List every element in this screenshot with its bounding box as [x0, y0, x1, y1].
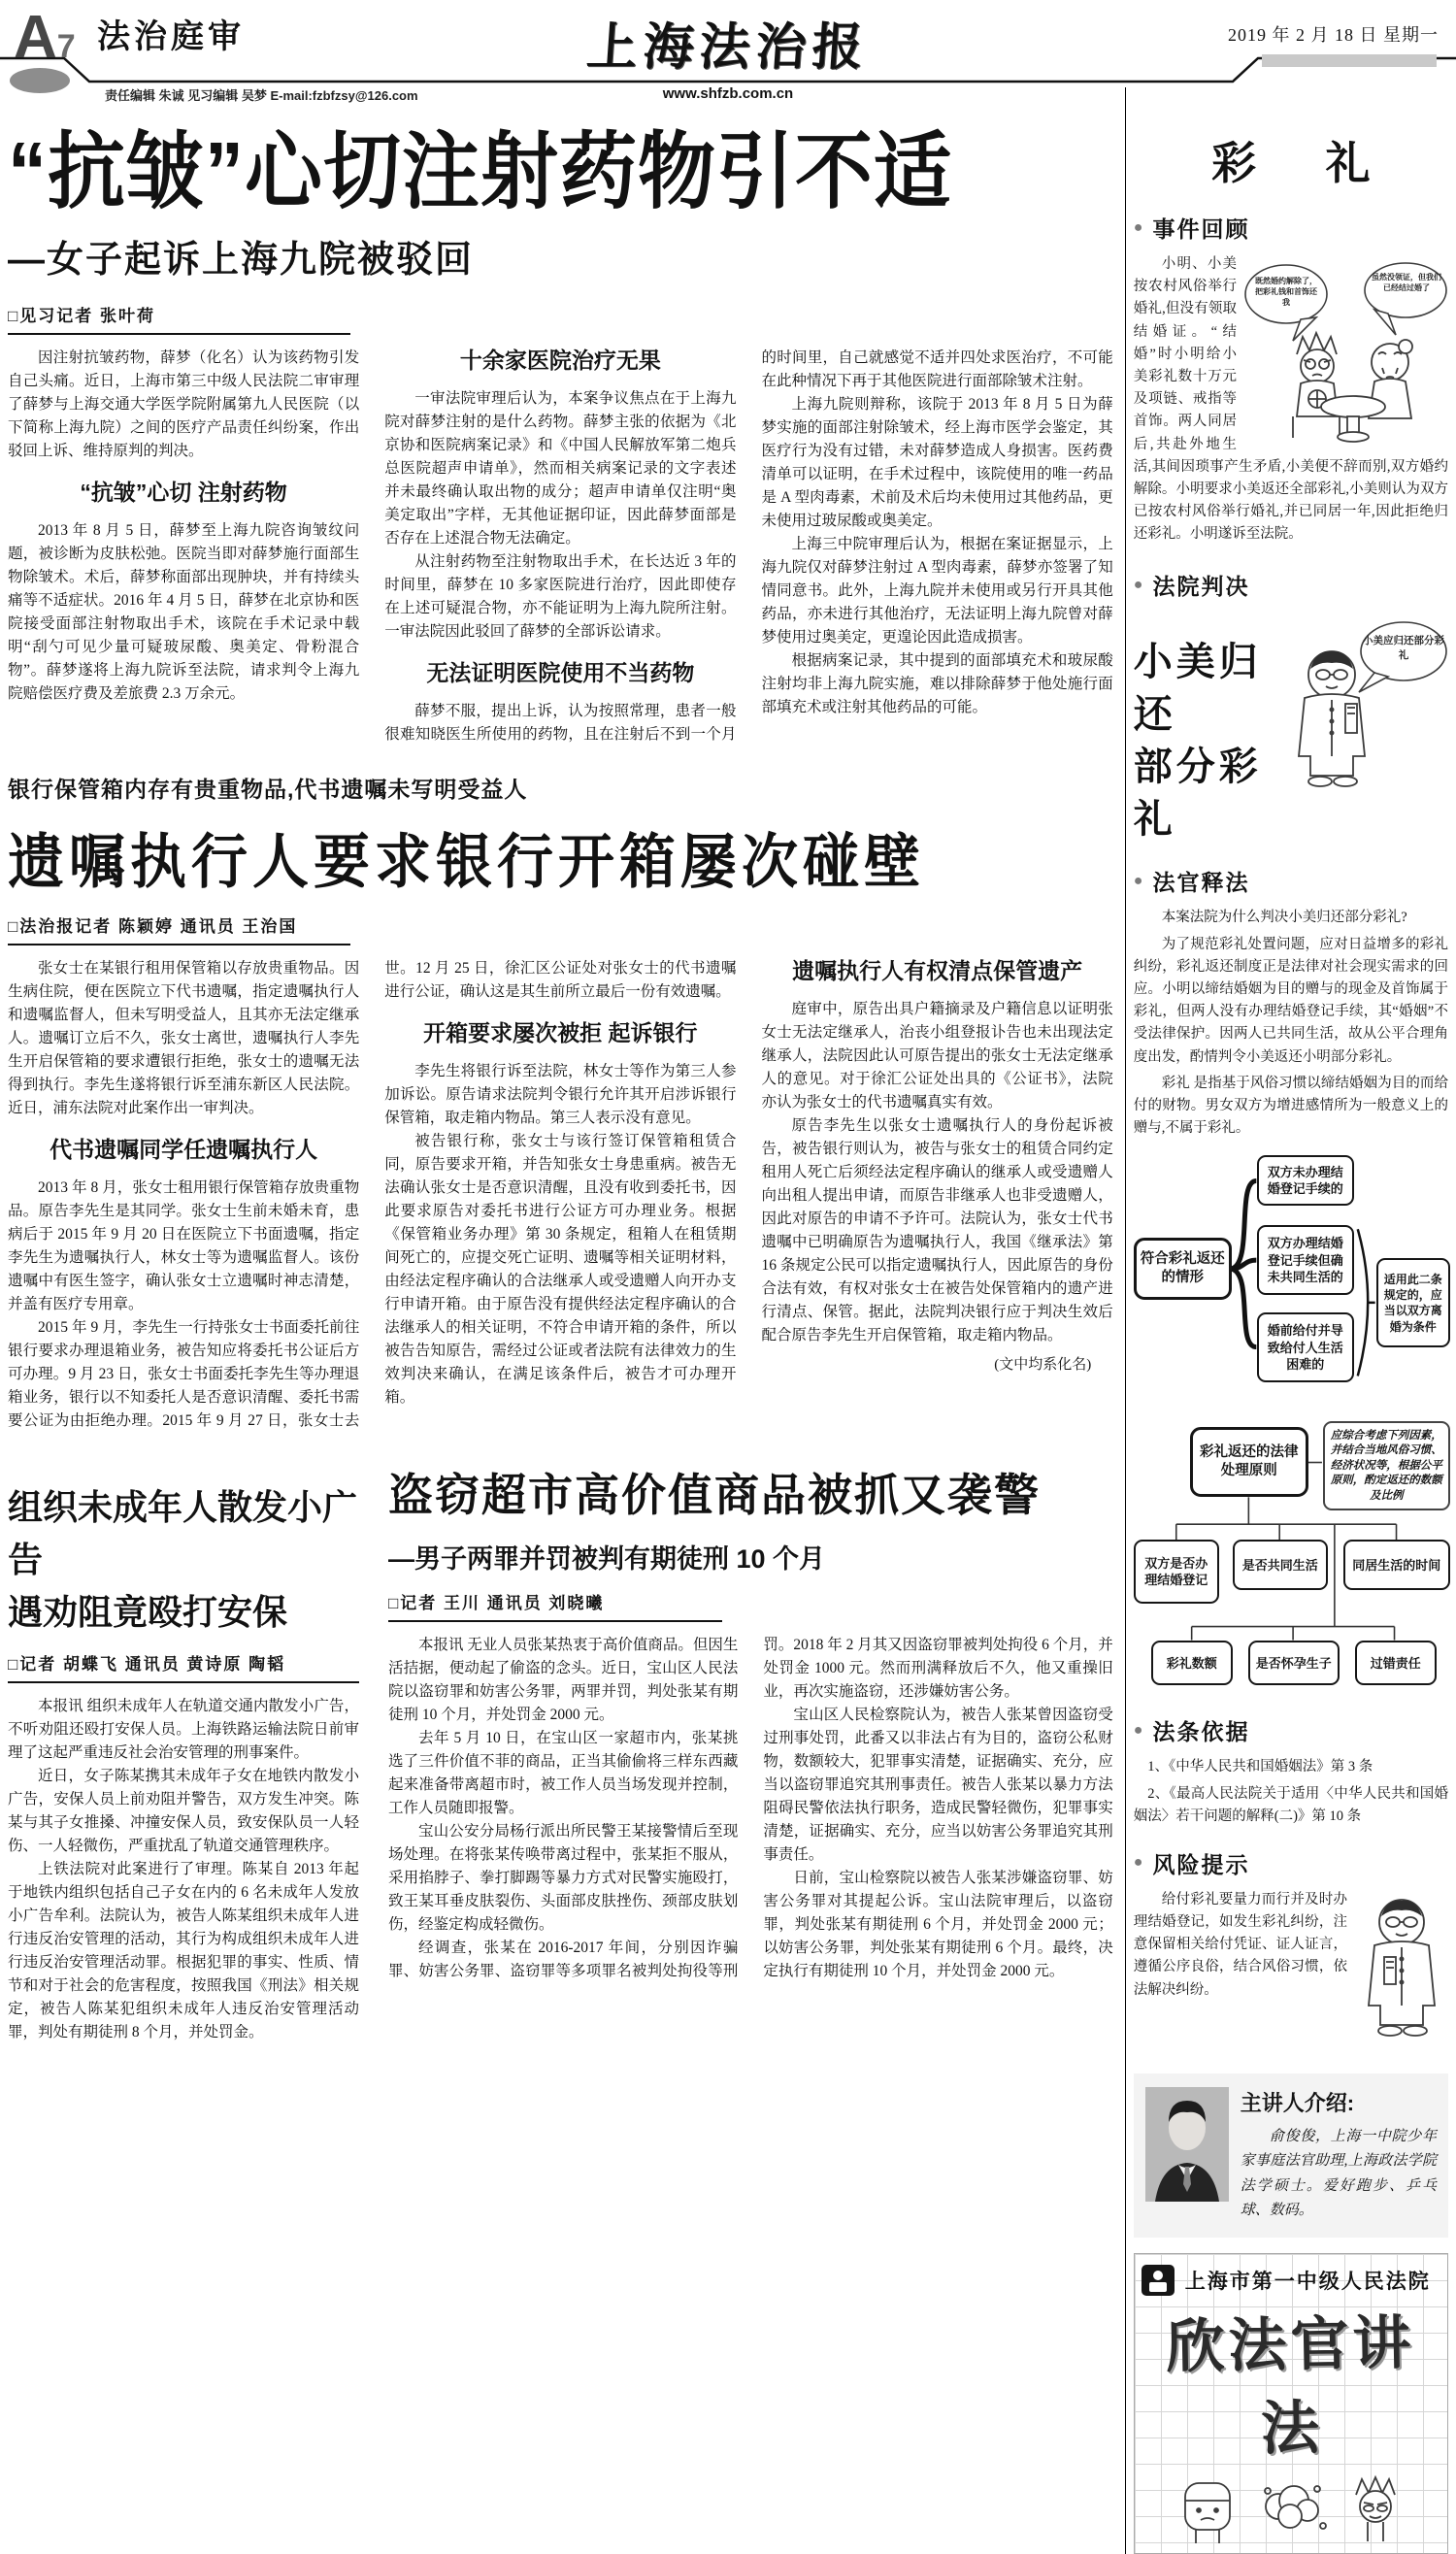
masthead: 上海法治报 — [584, 20, 871, 76]
flowchart1-note: 适用此二条规定的，应当以双方离婚为条件 — [1376, 1258, 1450, 1347]
bubble-right-text: 虽然没领证，但我们已经结过婚了 — [1372, 273, 1442, 292]
article1-paragraph: 上海九院则辩称，该院于 2013 年 8 月 5 日为薛梦实施的面部注射除皱术，经上海市医学会鉴定，其医疗行为没有过错，未对薛梦造成人身损害。医药费清单可以证明，在手术过程中，该院使用的唯一药品是 A 型肉毒素，术前及术后均未使用过其他药品，更未使用过玻尿酸或奥美定。 — [761, 396, 1113, 530]
case-review-paragraph: 小明、小美按农村风俗举行婚礼,但没有领取结婚证。“结婚”时小明给小美彩礼数十万元及项链、戒指等首饰。两人同居后,共赴外地生活,其间因琐事产生矛盾,小美便不辞而别,双方婚约解除。小明要求小美返还全部彩礼,小美则认为双方已按农村风俗举行婚礼,并已同居一年,因此拒绝归还彩礼。小明遂诉至法院。 — [1133, 256, 1449, 543]
section-heading-interpretation — [1134, 865, 1448, 897]
article4-paragraph: 去年 5 月 10 日，在宝山区一家超市内，张某挑选了三件价值不菲的商品，正当其偷偷将三样东西藏起来准备带离超市时，被工作人员当场发现并控制，工作人员随即报警。 — [388, 1730, 739, 1817]
flowchart1-item2: 双方办理结婚登记手续但确未共同生活的 — [1257, 1225, 1354, 1295]
left-column — [8, 113, 1125, 2554]
article2-paragraph: 被告银行称，张女士与该行签订保管箱租赁合同，原告要求开箱，并告知张女士身患重病。被告无法确认张女士是否意识清醒，且没有收到委托书，因此要求原告对委托书进行公证方可办理业务。根据《保管箱业务办理》第 30 条规定，租箱人在租赁期间死亡的，应提交死亡证明、遗嘱等相关证明材料，由经法定程序确认的合法继承人或受遗赠人向开办支行申请开箱。由于原告没有提供经法定程序确认的合法继承人的相关证明，不符合申请开箱的条件，所以被告告知原告，需经过公证或者法院有法律效力的生效判决来确认，在满足该条件后，被告才可办理开箱。 — [384, 1132, 737, 1407]
article1-paragraph: 上海三中院审理后认为，根据在案证据显示，上海九院仅对薛梦注射过 A 型肉毒素，薛梦亦签署了知情同意书。此外，上海九院并未使用或另行开具其他药品，亦未进行其他治疗，无法证明上海九院曾对薛梦使用过奥美定，更遑论因此造成损害。 — [761, 536, 1113, 647]
article1-headline: “抗皱”心切注射药物引不适 — [8, 124, 952, 219]
flowchart2-factor4: 彩礼数额 — [1151, 1641, 1233, 1685]
editors-line: 责任编辑 朱诚 见习编辑 吴梦 E-mail:fzbfzsy@126.com — [105, 88, 418, 103]
article-minors-ads — [8, 1458, 359, 2044]
article4-paragraph: 日前，宝山检察院以被告人张某涉嫌盗窃罪、妨害公务罪对其提起公诉。宝山法院审理后，以盗窃罪，判处张某有期徒刑 6 个月，并处罚金 2000 元；以妨害公务罪，判处张某有期徒刑 6 个月。最终，决定执行有期徒刑 10 个月，并处罚金 2000 元。 — [763, 1870, 1113, 1980]
section-heading-risk-tips — [1134, 1847, 1448, 1879]
interpretation-heading: 法官释法 — [1152, 870, 1250, 896]
bubble-left-text: 既然婚约解除了，把彩礼钱和首饰还我 — [1255, 277, 1318, 307]
article1-paragraph: 根据病案记录，其中提到的面部填充术和玻尿酸注射均非上海九院实施，难以排除薛梦于他处施行面部填充术或注射其他药品的可能。 — [761, 652, 1113, 716]
interpretation-text — [1134, 907, 1448, 1140]
bullet-icon: ● — [1133, 872, 1145, 889]
article3-headline — [8, 1481, 359, 1639]
flowchart1-item3: 婚前给付并导致给付人生活困难的 — [1257, 1312, 1354, 1382]
article1-byline: □见习记者 张叶荷 — [8, 302, 350, 335]
header-gray-bar — [1262, 54, 1437, 67]
article3-headline-line2: 遇劝阻竟殴打安保 — [8, 1592, 288, 1633]
article1-paragraph: 一审法院审理后认为，本案争议焦点在于上海九院对薛梦注射的是什么药物。薛梦主张的依据为《北京协和医院病案记录》和《中国人民解放军第二炮兵总医院超声申请单》，然而相关病案记录的文字表述并未最终确认取出物的成分；超声申请单仅注明“奥美定取出”字样，无其他证据印证，因此薛梦面部是否存在上述混合物无法确定。 — [384, 389, 737, 547]
flowchart2-factor2: 是否共同生活 — [1233, 1540, 1328, 1590]
article4-paragraph: 宝山公安分局杨行派出所民警王某接警情后至现场处理。在将张某传唤带离过程中，张某拒不服从，采用掐脖子、拳打脚踢等暴力方式对民警实施殴打，致王某耳垂皮肤裂伤、头面部皮肤挫伤、颈部皮肤划伤，经鉴定构成轻微伤。 — [388, 1823, 739, 1934]
bullet-icon: ● — [1133, 576, 1145, 593]
article1-subheadline: —女子起诉上海九院被驳回 — [8, 240, 475, 281]
article4-paragraph: 经调查，张某在 2016-2017 年间，分别因诈骗罪、妨害公务罪、盗窃罪等多项罪名被判处拘役等刑罚。2018 年 2 月其又因盗窃罪被判处拘役 6 个月，并处罚金 1000 元。然而刑满释放后不久，他又重操旧业，再次实施盗窃，还涉嫌妨害公务。 — [388, 1637, 1113, 1980]
bullet-icon: ● — [1133, 218, 1145, 236]
interpretation-paragraph: 彩礼 是指基于风俗习惯以缔结婚姻为目的而给付的财物。男女双方为增进感情所为一般意义上的赠与,不属于彩礼。 — [1133, 1075, 1449, 1137]
article1-paragraph: 薛梦不服，提出上诉，认为按照常理，患者一般很难知晓医生所使用的药物，且在注射后不到一个月的时间里，自己就感觉不适并四处求医治疗，不可能在此种情况下再于其他医院进行面部除皱术注射。 — [384, 349, 1113, 743]
flowchart-return-situations — [1134, 1155, 1448, 1400]
verdict-block — [1134, 611, 1448, 846]
website-url: www.shfzb.com.cn — [662, 85, 794, 102]
dateline: 2019 年 2 月 18 日 星期一 — [1228, 25, 1439, 45]
verdict-line1: 小美归还 — [1133, 640, 1262, 737]
article1-paragraph: 从注射药物至注射物取出手术，在长达近 3 年的时间里，薛梦在 10 多家医院进行治疗，因此即使存在上述可疑混合物，亦不能证明为上海九院所注射。一审法院因此驳回了薛梦的全部诉讼请求。 — [384, 553, 737, 641]
legal-basis-items — [1134, 1756, 1448, 1828]
speaker-bio: 俞俊俊，上海一中院少年家事庭法官助理,上海政法学院法学硕士。爱好跑步、乒乓球、数码。 — [1240, 2128, 1438, 2219]
court-row — [1141, 2264, 1441, 2297]
risk-tips-text: 给付彩礼要量力而行并及时办理结婚登记，如发生彩礼纠纷，注意保留相关给付凭证、证人证言，遵循公序良俗，结合风俗习惯，依法解决纠纷。 — [1133, 1891, 1348, 1998]
section-heading-legal-basis — [1134, 1714, 1448, 1746]
article1-paragraph: 因注射抗皱药物，薛梦（化名）认为该药物引发自己头痛。近日，上海市第三中级人民法院二审审理了薛梦与上海交通大学医学院附属第九人民医院（以下简称上海九院）之间的医疗产品责任纠纷案，作出驳回上诉、维持原判的判决。 — [8, 349, 360, 460]
speaker-box — [1134, 2073, 1448, 2238]
judge-bubble-text: 小美应归还部分彩礼 — [1363, 635, 1445, 661]
bullet-icon: ● — [1133, 1721, 1145, 1739]
article1-body — [8, 347, 1113, 746]
section-title: 法治庭审 — [97, 18, 245, 55]
interpretation-paragraph: 本案法院为什么判决小美归还部分彩礼? — [1161, 910, 1407, 926]
footer-doodles — [1150, 2466, 1432, 2549]
article4-byline: □记者 王川 通讯员 刘晓曦 — [388, 1589, 722, 1622]
page-header — [0, 0, 1456, 113]
program-footer — [1134, 2253, 1448, 2554]
article3-paragraph: 近日，女子陈某携其未成年子女在地铁内散发小广告，安保人员上前劝阻并警告，双方发生冲突。陈某与其子女推搡、冲撞安保人员，致安保队员一人轻伤、一人轻微伤，严重扰乱了轨道交通管理秩序。 — [8, 1768, 359, 1855]
article3-headline-line1: 组织未成年人散发小广告 — [8, 1487, 358, 1580]
article-antiwrinkle — [8, 113, 1113, 746]
couple-cartoon — [1242, 253, 1448, 444]
section-heading-case-review — [1134, 212, 1448, 244]
flowchart2-factor3: 同居生活的时间 — [1343, 1540, 1450, 1590]
verdict-heading: 法院判决 — [1152, 574, 1250, 600]
article2-headline: 遗嘱执行人要求银行开箱屡次碰壁 — [8, 828, 926, 895]
legal-basis-item: 2、《最高人民法院关于适用〈中华人民共和国婚姻法〉若干问题的解释(二)》第 10 条 — [1133, 1785, 1449, 1824]
section-heading-verdict — [1134, 569, 1448, 601]
court-name: 上海市第一中级人民法院 — [1184, 2270, 1431, 2293]
sidebar-title: 彩 礼 — [1211, 139, 1400, 188]
article2-paragraph: (文中均系化名) — [994, 1357, 1092, 1374]
risk-tips-heading: 风险提示 — [1152, 1851, 1250, 1877]
case-review-heading: 事件回顾 — [1152, 216, 1250, 242]
page-badge-letter: A — [14, 4, 57, 71]
article2-paragraph: 庭审中，原告出具户籍摘录及户籍信息以证明张女士无法定继承人，治丧小组登报讣告也未出现法定继承人，法院因此认可原告提出的张女士无法定继承人的意见。对于徐汇公证处出具的《公证书》，法院亦认为张女士的代书遗嘱真实有效。 — [761, 1000, 1113, 1111]
article3-paragraph: 本报讯 组织未成年人在轨道交通内散发小广告，不听劝阻还殴打安保人员。上海铁路运输法院日前审理了这起严重违反社会治安管理的刑事案件。 — [8, 1698, 359, 1762]
flowchart1-root: 符合彩礼返还的情形 — [1134, 1238, 1232, 1300]
risk-tips-block — [1134, 1889, 1448, 2056]
article1-paragraph: 十余家医院治疗无果 — [459, 348, 661, 373]
flowchart2-note: 应综合考虑下列因素，并结合当地风俗习惯、经济状况等，根据公平原则，酌定返还的数额及比例 — [1323, 1421, 1450, 1510]
article1-paragraph: 无法证明医院使用不当药物 — [426, 660, 695, 686]
article2-paragraph: 原告李先生以张女士遗嘱执行人的身份起诉被告，被告银行则认为，被告与张女士的租赁合同约定租用人死亡后须经法定程序确认的继承人或受遗赠人向出租人提出申请，而原告非继承人也非受遗赠人，因此对原告的申请不予许可。法院认为，张女士代书遗嘱中已明确原告为遗嘱执行人，我国《继承法》第 16 条规定公民可以指定遗嘱执行人，因此原告的身份合法有效，有权对张女士在被告处保管箱内的遗产进行清点、保管。据此，法院判决银行应于判决生效后配合原告李先生开启保管箱，取走箱内物品。 — [761, 1116, 1113, 1344]
legal-basis-heading: 法条依据 — [1152, 1719, 1250, 1745]
flowchart2-factor6: 过错责任 — [1355, 1641, 1437, 1685]
flowchart1-item1: 双方未办理结婚登记手续的 — [1257, 1155, 1354, 1206]
article2-paragraph: 李先生将银行诉至法院，林女士等作为第三人参加诉讼。原告请求法院判令银行允许其开启涉诉银行保管箱，取走箱内物品。第三人表示没有意见。 — [384, 1062, 737, 1126]
article2-paragraph: 代书遗嘱同学任遗嘱执行人 — [50, 1137, 318, 1163]
flowchart2-factor5: 是否怀孕生子 — [1248, 1641, 1340, 1685]
article3-byline: □记者 胡蝶飞 通讯员 黄诗原 陶韬 — [8, 1650, 359, 1683]
case-review-block — [1134, 253, 1448, 549]
bottom-row — [8, 1433, 1113, 2044]
article1-paragraph: 2013 年 8 月 5 日，薛梦至上海九院咨询皱纹问题，被诊断为皮肤松弛。医院当即对薛梦施行面部生物除皱术。术后，薛梦称面部出现肿块，并有持续头痛等不适症状。2016 年 4 月 5 日，薛梦在北京协和医院接受面部注射物取出手术，该院在手术记录中载明“刮勺可见少量可疑玻尿酸、奥美定、骨粉混合物”。薛梦遂将上海九院诉至法院，请求判令上海九院赔偿医疗费及差旅费 2.3 万余元。 — [8, 521, 360, 703]
article4-paragraph: 宝山区人民检察院认为，被告人张某曾因盗窃受过刑事处罚，此番又以非法占有为目的，盗窃公私财物，数额较大，犯罪事实清楚，证据确实、充分，应当以盗窃罪追究其刑事责任。被告人张某以暴力方法阻碍民警依法执行职务，造成民警轻微伤，犯罪事实清楚，证据确实、充分，应当以妨害公务罪追究其刑事责任。 — [763, 1707, 1113, 1864]
article2-paragraph: 2015 年 9 月，李先生一行持张女士书面委托前往银行要求办理退箱业务，被告知应将委托书公证后方可办理。9 月 23 日，张女士书面委托李先生等办理退箱业务，银行以不知委托人是否意识清醒、委托书需要公证为由拒绝办理。2015 年 9 月 27 日，张女士去世。12 月 25 日，徐汇区公证处对张女士的代书遗嘱进行公证，确认这是其生前所立最后一份有效遗嘱。 — [8, 959, 737, 1430]
article4-paragraph: 本报讯 无业人员张某热衷于高价值商品。但因生活拮据，便动起了偷盗的念头。近日，宝山区人民法院以盗窃罪和妨害公务罪，两罪并罚，判处张某有期徒刑 10 个月，并处罚金 2000 元。 — [388, 1637, 739, 1724]
verdict-line2: 部分彩礼 — [1133, 745, 1262, 842]
interpretation-paragraph: 为了规范彩礼处置问题，应对日益增多的彩礼纠纷，彩礼返还制度正是法律对社会现实需求的回应。小明以缔结婚姻为目的赠与的现金及首饰属于彩礼，但两人没有办理结婚登记手续，其“婚姻”不受法律保护。因两人已共同生活，故从公平合理角度出发，酌情判令小美返还小明部分彩礼。 — [1133, 936, 1449, 1065]
court-seal-icon — [1141, 2264, 1175, 2297]
speaker-photo — [1145, 2087, 1229, 2202]
article4-deck: —男子两罪并罚被判有期徒刑 10 个月 — [388, 1544, 826, 1575]
program-name: 欣法官讲法 — [1165, 2310, 1415, 2462]
legal-basis-item: 1、《中华人民共和国婚姻法》第 3 条 — [1147, 1759, 1373, 1775]
article2-paragraph: 2013 年 8 月，张女士租用银行保管箱存放贵重物品。原告李先生是其同学。张女士生前未婚未育，患病后于 2015 年 9 月 20 日在医院立下书面遗嘱，指定李先生为遗嘱执行人，林女士等为遗嘱监督人。该份遗嘱中有医生签字，确认张女士立遗嘱时神志清楚，并盖有医疗专用章。 — [8, 1178, 360, 1313]
speaker-info — [1241, 2087, 1437, 2224]
article2-paragraph: 遗嘱执行人有权清点保管遗产 — [792, 957, 1083, 983]
page-badge-number: 7 — [56, 28, 76, 65]
flowchart-handling-principles — [1134, 1415, 1448, 1695]
article1-paragraph: “抗皱”心切 注射药物 — [80, 480, 287, 506]
article2-paragraph: 张女士在某银行租用保管箱以存放贵重物品。因生病住院，便在医院立下代书遗嘱，指定遗嘱执行人和遗嘱监督人，但未写明受益人，且其亦无法定继承人。遗嘱订立后不久，张女士离世，遗嘱执行人李先生开启保管箱的要求遭银行拒绝，张女士的遗嘱无法得到执行。李先生遂将银行诉至浦东新区人民法院。近日，浦东法院对此案作出一审判决。 — [8, 959, 360, 1117]
article4-body — [388, 1634, 1113, 1983]
bullet-icon: ● — [1133, 1854, 1145, 1872]
article4-headline: 盗窃超市高价值商品被抓又袭警 — [388, 1470, 1041, 1521]
judge-cartoon-small — [1355, 1889, 1448, 2052]
article3-paragraph: 上铁法院对此案进行了审理。陈某自 2013 年起于地铁内组织包括自己子女在内的 6 名未成年人发放小广告牟利。法院认为，被告人陈某组织未成年人进行违反治安管理的活动，其行为构成组织未成年人进行违反治安管理活动罪。根据犯罪的事实、性质、情节和对于社会的危害程度，按照我国《刑法》相关规定，被告人陈某犯组织未成年人违反治安管理活动罪，判处有期徒刑 8 个月，并处罚金。 — [8, 1861, 359, 2041]
article2-kicker: 银行保管箱内存有贵重物品,代书遗嘱未写明受益人 — [8, 776, 528, 802]
sidebar-caili-feature — [1126, 113, 1448, 2554]
flowchart2-factor1: 双方是否办理结婚登记 — [1134, 1540, 1219, 1604]
main-area — [0, 113, 1456, 2554]
verdict-text — [1134, 611, 1285, 846]
article-supermarket-theft — [388, 1458, 1113, 2044]
article2-paragraph: 开箱要求屡次被拒 起诉银行 — [423, 1020, 698, 1046]
article-safebox — [8, 746, 1113, 1433]
article3-body — [8, 1695, 359, 2044]
flowchart2-root: 彩礼返还的法律处理原则 — [1190, 1427, 1308, 1497]
article2-byline: □法治报记者 陈颖婷 通讯员 王治国 — [8, 912, 350, 945]
speaker-heading: 主讲人介绍: — [1240, 2090, 1355, 2115]
judge-cartoon — [1291, 611, 1448, 787]
article2-body — [8, 957, 1113, 1433]
